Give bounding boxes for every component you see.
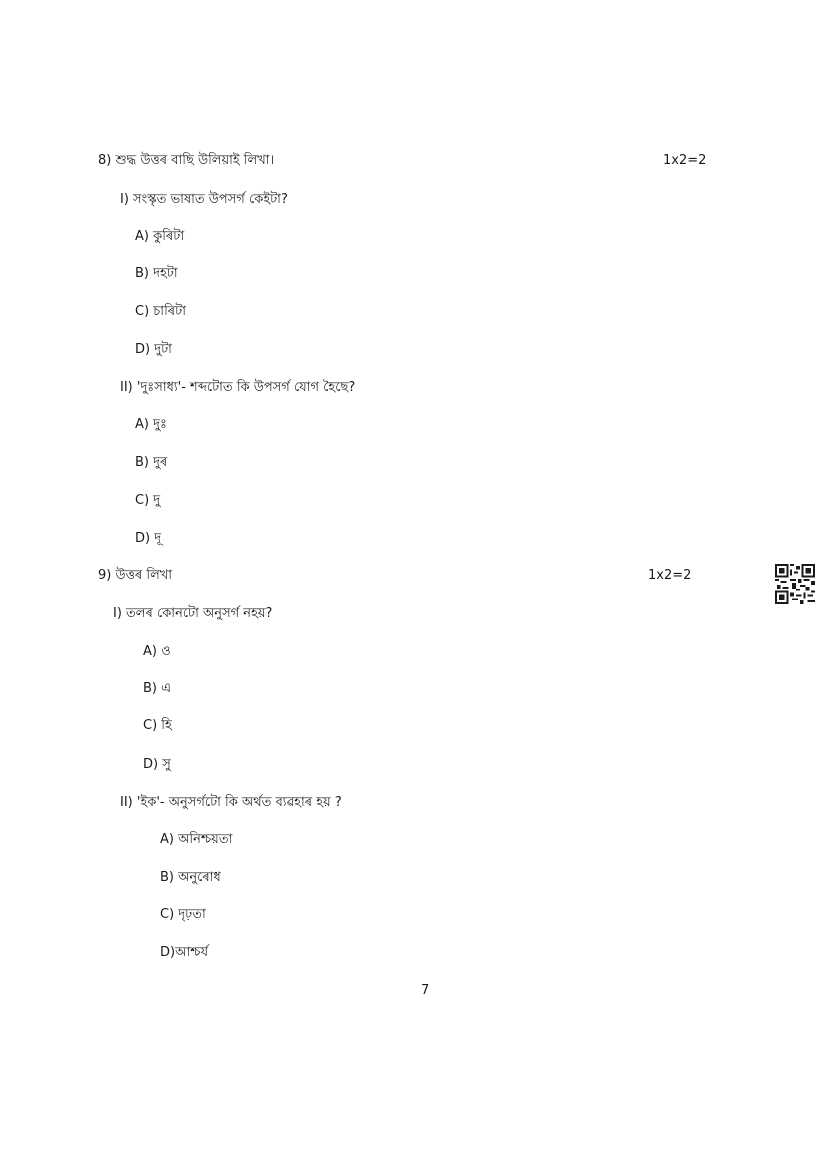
option-label: C) — [135, 304, 150, 319]
option-a — [143, 644, 171, 660]
option-a — [135, 417, 167, 433]
option-text: হি — [161, 718, 172, 733]
option-text: দুঃ — [153, 417, 167, 432]
part-text: 'ইক'- অনুসৰ্গটো কি অৰ্থত ব্যৱহাৰ হয় ? — [136, 795, 342, 810]
option-label: D) — [143, 757, 159, 772]
question-number: 8) — [98, 153, 112, 168]
question-instruction: শুদ্ধ উত্তৰ বাছি উলিয়াই লিখা। — [115, 153, 275, 168]
option-c — [135, 304, 186, 320]
option-c — [160, 907, 206, 923]
option-text: দৃঢ়তা — [178, 907, 206, 922]
part-text: তলৰ কোনটো অনুসৰ্গ নহয়? — [126, 606, 273, 621]
question-8-heading — [98, 153, 274, 169]
option-text: দহটা — [153, 266, 178, 281]
option-d — [160, 945, 208, 961]
option-d — [135, 531, 161, 547]
question-9-heading — [98, 568, 172, 584]
option-text: দুৰ — [153, 455, 168, 470]
option-d — [135, 342, 172, 358]
option-text: অনুৰোধ — [178, 870, 221, 885]
option-b — [143, 681, 171, 697]
option-label: A) — [160, 832, 174, 847]
option-label: B) — [143, 681, 157, 696]
part-label: II) — [120, 795, 133, 810]
option-b — [135, 266, 178, 282]
option-label: D) — [135, 342, 151, 357]
part-label: II) — [120, 380, 133, 395]
part-label: I) — [120, 192, 129, 207]
option-text: এ — [161, 681, 172, 696]
option-text: দুটা — [154, 342, 172, 357]
option-text: দূ — [154, 531, 162, 546]
part-label: I) — [113, 606, 122, 621]
option-text: আশ্চৰ্য — [175, 945, 209, 960]
qr-code-icon — [775, 564, 815, 604]
option-text: চাৰিটা — [153, 304, 186, 319]
option-label: B) — [160, 870, 174, 885]
option-label: C) — [143, 718, 158, 733]
question-instruction: উত্তৰ লিখা — [115, 568, 173, 583]
option-text: দু — [153, 493, 161, 508]
option-label: A) — [143, 644, 157, 659]
part-text: 'দুঃসাধ্য'- শব্দটোত কি উপসৰ্গ যোগ হৈছে? — [136, 380, 356, 395]
option-label: C) — [160, 907, 175, 922]
option-label: A) — [135, 229, 149, 244]
option-d — [143, 757, 171, 773]
option-label: D) — [160, 945, 176, 960]
option-label: C) — [135, 493, 150, 508]
question-9-part-1 — [113, 606, 272, 622]
option-text: অনিশ্চয়তা — [178, 832, 233, 847]
option-label: B) — [135, 266, 149, 281]
option-b — [160, 870, 221, 886]
page-number: 7 — [421, 983, 430, 998]
option-c — [135, 493, 160, 509]
option-label: B) — [135, 455, 149, 470]
option-text: ও — [161, 644, 171, 659]
question-8-marks: 1x2=2 — [663, 153, 707, 168]
part-text: সংস্কৃত ভাষাত উপসৰ্গ কেইটা? — [133, 192, 288, 207]
option-text: সু — [162, 757, 171, 772]
question-number: 9) — [98, 568, 112, 583]
question-8-part-2 — [120, 380, 355, 396]
question-8-part-1 — [120, 192, 288, 208]
option-label: A) — [135, 417, 149, 432]
question-9-part-2 — [120, 795, 342, 811]
option-c — [143, 718, 172, 734]
option-label: D) — [135, 531, 151, 546]
option-a — [135, 229, 184, 245]
question-9-marks: 1x2=2 — [648, 568, 692, 583]
option-b — [135, 455, 167, 471]
option-a — [160, 832, 232, 848]
option-text: কুৰিটা — [153, 229, 185, 244]
